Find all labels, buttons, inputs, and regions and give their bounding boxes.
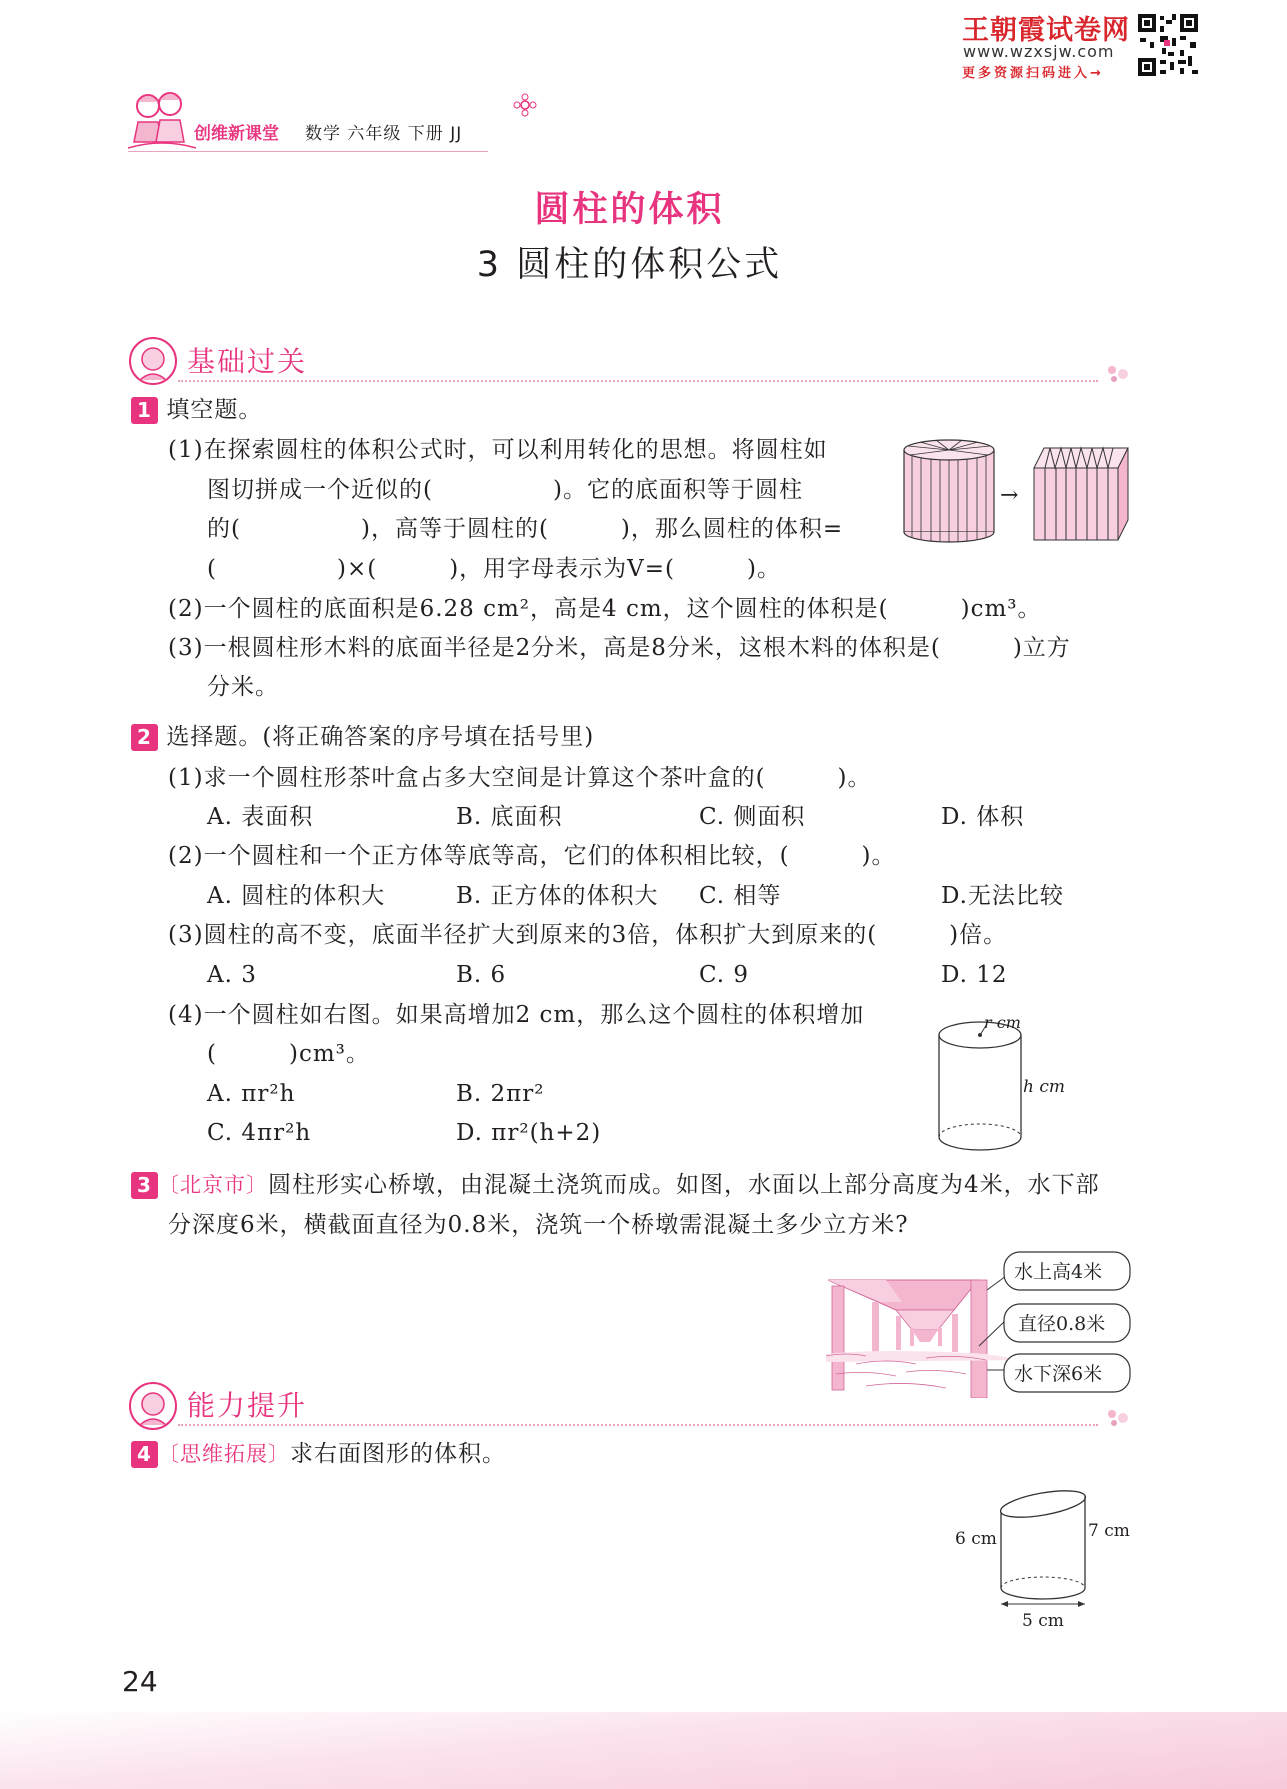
book-info: 数学 六年级 下册 JJ [305,124,463,144]
q1-line-2: 图切拼成一个近似的( )。它的底面积等于圆柱 [207,477,803,503]
section-title-advanced: 能力提升 [187,1389,308,1422]
q1-line-5: (2)一个圆柱的底面积是6.28 cm²，高是4 cm，这个圆柱的体积是( )cm³。 [168,596,1042,622]
q2-item-1-stem: (1)求一个圆柱形茶叶盒占多大空间是计算这个茶叶盒的( )。 [168,765,872,791]
question-number: 3 [131,1172,158,1199]
section-divider [178,1424,1098,1426]
section-divider [178,380,1098,382]
section-badge-icon [128,336,178,386]
option-c: C. 相等 [699,883,782,909]
option-a: A. 3 [207,962,257,988]
option-b: B. 2πr² [456,1081,545,1107]
section-title-basic: 基础过关 [187,345,308,378]
question-number: 4 [131,1441,158,1468]
brand-more-text: 更多资源扫码进入→ [962,66,1104,81]
mascot-kids-icon [124,88,200,152]
q2-item-4-stem: (4)一个圆柱如右图。如果高增加2 cm，那么这个圆柱的体积增加 [168,1002,865,1028]
q1-line-6: (3)一根圆柱形木料的底面半径是2分米，高是8分米，这根木料的体积是( )立方 [168,635,1071,661]
slanted-cylinder-figure [950,1472,1136,1632]
unit-title: 圆柱的体积 [534,190,725,230]
option-b: B. 6 [456,962,507,988]
section-badge-icon [128,1381,178,1431]
qr-code-icon[interactable] [1136,12,1200,78]
dots-ornament-icon [1106,362,1132,384]
option-a: A. πr²h [207,1081,296,1107]
question-title: 选择题。(将正确答案的序号填在括号里) [166,724,595,750]
option-d: D. πr²(h+2) [456,1120,602,1146]
q4-text: 求右面图形的体积。 [290,1441,506,1467]
option-a: A. 表面积 [207,804,314,830]
option-c: C. 4πr²h [207,1120,312,1146]
approx-cuboid-icon [1034,448,1128,540]
sliced-cylinder-icon [904,440,994,542]
option-c: C. 9 [699,962,750,988]
series-name: 创维新课堂 [194,124,279,144]
option-b: B. 正方体的体积大 [456,883,659,909]
q1-line-4: ( )×( )，用字母表示为V=( )。 [207,556,781,582]
option-d: D. 12 [941,962,1008,988]
callout-above-water: 水上高4米 [1014,1261,1103,1283]
q3-line-1: 圆柱形实心桥墩，由混凝土浇筑而成。如图，水面以上部分高度为4米，水下部 [268,1172,1100,1198]
callout-below-water: 水下深6米 [1014,1363,1103,1385]
question-number: 1 [131,397,158,424]
callout-diameter: 直径0.8米 [1018,1313,1106,1335]
bridge-pier-figure [826,1250,1136,1398]
brand-name: 王朝霞试卷网 [962,15,1130,46]
option-d: D.无法比较 [941,883,1064,909]
q3-line-2: 分深度6米，横截面直径为0.8米，浇筑一个桥墩需混凝土多少立方米? [168,1212,909,1238]
q1-line-7: 分米。 [207,674,279,700]
option-a: A. 圆柱的体积大 [207,883,386,909]
option-d: D. 体积 [941,804,1025,830]
header-rule [128,151,488,152]
cylinder-figure [930,1010,1080,1162]
radius-label: r cm [984,1013,1021,1032]
page-number: 24 [122,1665,158,1698]
brand-url[interactable]: www.wzxsjw.com [963,42,1115,61]
decorative-flower-icon [512,92,538,118]
option-b: B. 底面积 [456,804,563,830]
q2-item-3-stem: (3)圆柱的高不变，底面半径扩大到原来的3倍，体积扩大到原来的( )倍。 [168,922,1008,948]
left-height-label: 6 cm [955,1529,997,1549]
cylinder-to-cuboid-figure [900,438,1132,544]
q2-item-2-stem: (2)一个圆柱和一个正方体等底等高，它们的体积相比较，( )。 [168,843,896,869]
q1-line-1: (1)在探索圆柱的体积公式时，可以利用转化的思想。将圆柱如 [168,437,828,463]
lesson-title: 3 圆柱的体积公式 [476,245,783,285]
footer-band [0,1712,1287,1789]
right-height-label: 7 cm [1088,1521,1130,1541]
option-c: C. 侧面积 [699,804,806,830]
arrow-label: → [1000,483,1019,508]
source-tag: 〔思维拓展〕 [158,1442,290,1466]
diameter-label: 5 cm [1022,1611,1064,1631]
q2-item-4-stem-cont: ( )cm³。 [207,1041,370,1067]
height-label: h cm [1023,1077,1065,1097]
question-number: 2 [131,724,158,751]
question-title: 填空题。 [166,397,263,423]
dots-ornament-icon [1106,1406,1132,1428]
q1-line-3: 的( )，高等于圆柱的( )，那么圆柱的体积= [207,516,844,542]
source-tag: 〔北京市〕 [158,1173,268,1197]
